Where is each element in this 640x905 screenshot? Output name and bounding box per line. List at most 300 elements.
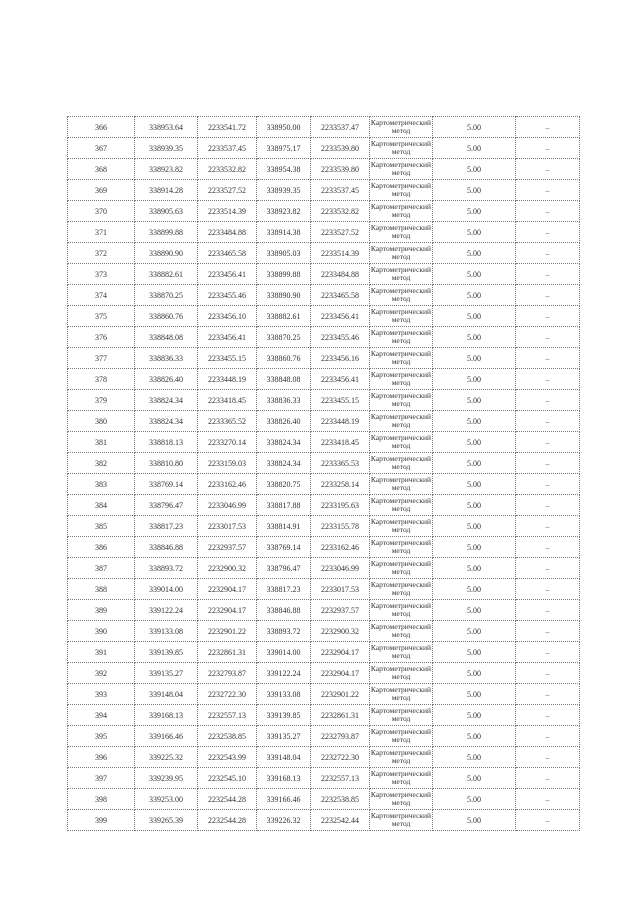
- prev-x-coordinate-cell: 338950.00: [257, 117, 311, 138]
- x-coordinate-cell: 338796.47: [135, 495, 198, 516]
- point-number-cell: 395: [68, 726, 135, 747]
- table-row: [68, 579, 580, 600]
- precision-cell: 5.00: [433, 117, 516, 138]
- point-number-cell: 394: [68, 705, 135, 726]
- prev-y-coordinate-cell: 2233465.58: [311, 285, 370, 306]
- note-cell: –: [516, 180, 580, 201]
- point-number-cell: 392: [68, 663, 135, 684]
- precision-cell: 5.00: [433, 180, 516, 201]
- note-cell: –: [516, 768, 580, 789]
- prev-x-coordinate-cell: 338848.08: [257, 369, 311, 390]
- prev-y-coordinate-cell: 2233365.53: [311, 453, 370, 474]
- y-coordinate-cell: 2232900.32: [198, 558, 257, 579]
- precision-cell: 5.00: [433, 432, 516, 453]
- table-row: [68, 138, 580, 159]
- note-cell: –: [516, 474, 580, 495]
- y-coordinate-cell: 2233159.03: [198, 453, 257, 474]
- prev-y-coordinate-cell: 2232538.85: [311, 789, 370, 810]
- note-cell: –: [516, 600, 580, 621]
- table-row: [68, 642, 580, 663]
- table-row: [68, 159, 580, 180]
- prev-x-coordinate-cell: 338870.25: [257, 327, 311, 348]
- y-coordinate-cell: 2233455.46: [198, 285, 257, 306]
- point-number-cell: 388: [68, 579, 135, 600]
- x-coordinate-cell: 338870.25: [135, 285, 198, 306]
- point-number-cell: 378: [68, 369, 135, 390]
- table-row: [68, 684, 580, 705]
- method-cell: Картометрический метод: [370, 348, 433, 369]
- x-coordinate-cell: 339166.46: [135, 726, 198, 747]
- note-cell: –: [516, 558, 580, 579]
- method-cell: Картометрический метод: [370, 768, 433, 789]
- x-coordinate-cell: 338818.13: [135, 432, 198, 453]
- note-cell: –: [516, 411, 580, 432]
- x-coordinate-cell: 338882.61: [135, 264, 198, 285]
- x-coordinate-cell: 339148.04: [135, 684, 198, 705]
- prev-y-coordinate-cell: 2233514.39: [311, 243, 370, 264]
- prev-y-coordinate-cell: 2233195.63: [311, 495, 370, 516]
- note-cell: –: [516, 810, 580, 831]
- prev-x-coordinate-cell: 338975.17: [257, 138, 311, 159]
- prev-y-coordinate-cell: 2233456.41: [311, 369, 370, 390]
- method-cell: Картометрический метод: [370, 159, 433, 180]
- x-coordinate-cell: 338899.88: [135, 222, 198, 243]
- prev-y-coordinate-cell: 2233456.16: [311, 348, 370, 369]
- prev-y-coordinate-cell: 2233455.46: [311, 327, 370, 348]
- method-cell: Картометрический метод: [370, 558, 433, 579]
- y-coordinate-cell: 2232544.28: [198, 810, 257, 831]
- point-number-cell: 397: [68, 768, 135, 789]
- precision-cell: 5.00: [433, 243, 516, 264]
- prev-y-coordinate-cell: 2232793.87: [311, 726, 370, 747]
- point-number-cell: 367: [68, 138, 135, 159]
- note-cell: –: [516, 117, 580, 138]
- x-coordinate-cell: 338914.28: [135, 180, 198, 201]
- prev-y-coordinate-cell: 2232542.44: [311, 810, 370, 831]
- table-row: [68, 705, 580, 726]
- point-number-cell: 391: [68, 642, 135, 663]
- prev-x-coordinate-cell: 339139.85: [257, 705, 311, 726]
- point-number-cell: 398: [68, 789, 135, 810]
- method-cell: Картометрический метод: [370, 474, 433, 495]
- note-cell: –: [516, 537, 580, 558]
- method-cell: Картометрический метод: [370, 621, 433, 642]
- precision-cell: 5.00: [433, 768, 516, 789]
- y-coordinate-cell: 2233527.52: [198, 180, 257, 201]
- y-coordinate-cell: 2233455.15: [198, 348, 257, 369]
- note-cell: –: [516, 663, 580, 684]
- note-cell: –: [516, 495, 580, 516]
- point-number-cell: 384: [68, 495, 135, 516]
- prev-x-coordinate-cell: 338817.23: [257, 579, 311, 600]
- method-cell: Картометрический метод: [370, 117, 433, 138]
- note-cell: –: [516, 159, 580, 180]
- y-coordinate-cell: 2232543.99: [198, 747, 257, 768]
- method-cell: Картометрический метод: [370, 642, 433, 663]
- precision-cell: 5.00: [433, 558, 516, 579]
- y-coordinate-cell: 2233162.46: [198, 474, 257, 495]
- table-row: [68, 432, 580, 453]
- method-cell: Картометрический метод: [370, 600, 433, 621]
- y-coordinate-cell: 2233532.82: [198, 159, 257, 180]
- note-cell: –: [516, 390, 580, 411]
- note-cell: –: [516, 726, 580, 747]
- note-cell: –: [516, 516, 580, 537]
- prev-x-coordinate-cell: 338846.88: [257, 600, 311, 621]
- note-cell: –: [516, 705, 580, 726]
- table-body: [68, 117, 580, 831]
- prev-x-coordinate-cell: 339226.32: [257, 810, 311, 831]
- precision-cell: 5.00: [433, 327, 516, 348]
- prev-x-coordinate-cell: 338954.38: [257, 159, 311, 180]
- method-cell: Картометрический метод: [370, 285, 433, 306]
- note-cell: –: [516, 621, 580, 642]
- point-number-cell: 370: [68, 201, 135, 222]
- prev-x-coordinate-cell: 339122.24: [257, 663, 311, 684]
- table-row: [68, 306, 580, 327]
- method-cell: Картометрический метод: [370, 264, 433, 285]
- precision-cell: 5.00: [433, 516, 516, 537]
- point-number-cell: 399: [68, 810, 135, 831]
- y-coordinate-cell: 2232545.10: [198, 768, 257, 789]
- x-coordinate-cell: 339239.95: [135, 768, 198, 789]
- precision-cell: 5.00: [433, 474, 516, 495]
- precision-cell: 5.00: [433, 621, 516, 642]
- x-coordinate-cell: 338890.90: [135, 243, 198, 264]
- point-number-cell: 380: [68, 411, 135, 432]
- method-cell: Картометрический метод: [370, 411, 433, 432]
- prev-y-coordinate-cell: 2233484.88: [311, 264, 370, 285]
- method-cell: Картометрический метод: [370, 369, 433, 390]
- point-number-cell: 383: [68, 474, 135, 495]
- x-coordinate-cell: 338824.34: [135, 411, 198, 432]
- table-row: [68, 495, 580, 516]
- precision-cell: 5.00: [433, 642, 516, 663]
- prev-y-coordinate-cell: 2233046.99: [311, 558, 370, 579]
- x-coordinate-cell: 338836.33: [135, 348, 198, 369]
- y-coordinate-cell: 2233514.39: [198, 201, 257, 222]
- method-cell: Картометрический метод: [370, 810, 433, 831]
- table-row: [68, 600, 580, 621]
- precision-cell: 5.00: [433, 285, 516, 306]
- note-cell: –: [516, 264, 580, 285]
- method-cell: Картометрический метод: [370, 684, 433, 705]
- method-cell: Картометрический метод: [370, 663, 433, 684]
- table-row: [68, 201, 580, 222]
- x-coordinate-cell: 338893.72: [135, 558, 198, 579]
- prev-x-coordinate-cell: 338820.75: [257, 474, 311, 495]
- x-coordinate-cell: 338923.82: [135, 159, 198, 180]
- prev-x-coordinate-cell: 338824.34: [257, 432, 311, 453]
- point-number-cell: 387: [68, 558, 135, 579]
- method-cell: Картометрический метод: [370, 579, 433, 600]
- y-coordinate-cell: 2232937.57: [198, 537, 257, 558]
- point-number-cell: 382: [68, 453, 135, 474]
- table-row: [68, 180, 580, 201]
- y-coordinate-cell: 2232904.17: [198, 600, 257, 621]
- point-number-cell: 386: [68, 537, 135, 558]
- prev-y-coordinate-cell: 2233455.15: [311, 390, 370, 411]
- y-coordinate-cell: 2233017.53: [198, 516, 257, 537]
- precision-cell: 5.00: [433, 222, 516, 243]
- point-number-cell: 381: [68, 432, 135, 453]
- method-cell: Картометрический метод: [370, 516, 433, 537]
- y-coordinate-cell: 2233270.14: [198, 432, 257, 453]
- prev-y-coordinate-cell: 2233258.14: [311, 474, 370, 495]
- precision-cell: 5.00: [433, 537, 516, 558]
- table-row: [68, 621, 580, 642]
- note-cell: –: [516, 579, 580, 600]
- point-number-cell: 368: [68, 159, 135, 180]
- note-cell: –: [516, 138, 580, 159]
- point-number-cell: 385: [68, 516, 135, 537]
- table-row: [68, 369, 580, 390]
- y-coordinate-cell: 2232538.85: [198, 726, 257, 747]
- prev-y-coordinate-cell: 2233537.47: [311, 117, 370, 138]
- prev-x-coordinate-cell: 339014.00: [257, 642, 311, 663]
- point-number-cell: 377: [68, 348, 135, 369]
- precision-cell: 5.00: [433, 369, 516, 390]
- prev-y-coordinate-cell: 2232904.17: [311, 642, 370, 663]
- table-row: [68, 663, 580, 684]
- precision-cell: 5.00: [433, 684, 516, 705]
- x-coordinate-cell: 339253.00: [135, 789, 198, 810]
- table-row: [68, 390, 580, 411]
- table-row: [68, 747, 580, 768]
- prev-y-coordinate-cell: 2233155.78: [311, 516, 370, 537]
- x-coordinate-cell: 339139.85: [135, 642, 198, 663]
- precision-cell: 5.00: [433, 789, 516, 810]
- table-row: [68, 243, 580, 264]
- prev-y-coordinate-cell: 2233017.53: [311, 579, 370, 600]
- x-coordinate-cell: 338810.80: [135, 453, 198, 474]
- method-cell: Картометрический метод: [370, 747, 433, 768]
- table-row: [68, 327, 580, 348]
- note-cell: –: [516, 432, 580, 453]
- method-cell: Картометрический метод: [370, 789, 433, 810]
- precision-cell: 5.00: [433, 138, 516, 159]
- note-cell: –: [516, 348, 580, 369]
- prev-x-coordinate-cell: 338893.72: [257, 621, 311, 642]
- point-number-cell: 389: [68, 600, 135, 621]
- table-row: [68, 222, 580, 243]
- prev-x-coordinate-cell: 338814.91: [257, 516, 311, 537]
- table-row: [68, 768, 580, 789]
- point-number-cell: 374: [68, 285, 135, 306]
- x-coordinate-cell: 339168.13: [135, 705, 198, 726]
- table-row: [68, 726, 580, 747]
- prev-y-coordinate-cell: 2233162.46: [311, 537, 370, 558]
- prev-y-coordinate-cell: 2232861.31: [311, 705, 370, 726]
- x-coordinate-cell: 339135.27: [135, 663, 198, 684]
- precision-cell: 5.00: [433, 810, 516, 831]
- prev-y-coordinate-cell: 2232557.13: [311, 768, 370, 789]
- prev-x-coordinate-cell: 338882.61: [257, 306, 311, 327]
- y-coordinate-cell: 2233456.41: [198, 327, 257, 348]
- prev-y-coordinate-cell: 2233532.82: [311, 201, 370, 222]
- precision-cell: 5.00: [433, 453, 516, 474]
- note-cell: –: [516, 222, 580, 243]
- prev-x-coordinate-cell: 339148.04: [257, 747, 311, 768]
- prev-y-coordinate-cell: 2233537.45: [311, 180, 370, 201]
- note-cell: –: [516, 369, 580, 390]
- precision-cell: 5.00: [433, 348, 516, 369]
- precision-cell: 5.00: [433, 201, 516, 222]
- y-coordinate-cell: 2233465.58: [198, 243, 257, 264]
- point-number-cell: 373: [68, 264, 135, 285]
- prev-y-coordinate-cell: 2233448.19: [311, 411, 370, 432]
- table-row: [68, 537, 580, 558]
- method-cell: Картометрический метод: [370, 180, 433, 201]
- prev-x-coordinate-cell: 338890.90: [257, 285, 311, 306]
- note-cell: –: [516, 642, 580, 663]
- note-cell: –: [516, 684, 580, 705]
- table-row: [68, 516, 580, 537]
- method-cell: Картометрический метод: [370, 243, 433, 264]
- prev-x-coordinate-cell: 339135.27: [257, 726, 311, 747]
- prev-y-coordinate-cell: 2232722.30: [311, 747, 370, 768]
- prev-x-coordinate-cell: 338826.40: [257, 411, 311, 432]
- x-coordinate-cell: 338953.64: [135, 117, 198, 138]
- method-cell: Картометрический метод: [370, 306, 433, 327]
- x-coordinate-cell: 338769.14: [135, 474, 198, 495]
- note-cell: –: [516, 789, 580, 810]
- method-cell: Картометрический метод: [370, 726, 433, 747]
- x-coordinate-cell: 338939.35: [135, 138, 198, 159]
- document-page: [67, 116, 579, 831]
- method-cell: Картометрический метод: [370, 705, 433, 726]
- precision-cell: 5.00: [433, 579, 516, 600]
- prev-y-coordinate-cell: 2233539.80: [311, 159, 370, 180]
- prev-x-coordinate-cell: 339166.46: [257, 789, 311, 810]
- y-coordinate-cell: 2233365.52: [198, 411, 257, 432]
- prev-x-coordinate-cell: 338817.88: [257, 495, 311, 516]
- table-row: [68, 264, 580, 285]
- y-coordinate-cell: 2233541.72: [198, 117, 257, 138]
- prev-y-coordinate-cell: 2232937.57: [311, 600, 370, 621]
- table-row: [68, 474, 580, 495]
- x-coordinate-cell: 338905.63: [135, 201, 198, 222]
- prev-x-coordinate-cell: 338914.38: [257, 222, 311, 243]
- prev-y-coordinate-cell: 2233418.45: [311, 432, 370, 453]
- table-row: [68, 810, 580, 831]
- x-coordinate-cell: 338826.40: [135, 369, 198, 390]
- point-number-cell: 379: [68, 390, 135, 411]
- precision-cell: 5.00: [433, 390, 516, 411]
- point-number-cell: 375: [68, 306, 135, 327]
- point-number-cell: 372: [68, 243, 135, 264]
- table-row: [68, 285, 580, 306]
- prev-x-coordinate-cell: 338836.33: [257, 390, 311, 411]
- note-cell: –: [516, 747, 580, 768]
- coordinates-table: [67, 116, 580, 831]
- x-coordinate-cell: 338848.08: [135, 327, 198, 348]
- method-cell: Картометрический метод: [370, 390, 433, 411]
- x-coordinate-cell: 338824.34: [135, 390, 198, 411]
- precision-cell: 5.00: [433, 495, 516, 516]
- x-coordinate-cell: 338846.88: [135, 537, 198, 558]
- y-coordinate-cell: 2233046.99: [198, 495, 257, 516]
- method-cell: Картометрический метод: [370, 201, 433, 222]
- prev-x-coordinate-cell: 338923.82: [257, 201, 311, 222]
- x-coordinate-cell: 338860.76: [135, 306, 198, 327]
- y-coordinate-cell: 2233456.10: [198, 306, 257, 327]
- prev-y-coordinate-cell: 2232901.22: [311, 684, 370, 705]
- y-coordinate-cell: 2232901.22: [198, 621, 257, 642]
- method-cell: Картометрический метод: [370, 432, 433, 453]
- prev-x-coordinate-cell: 338824.34: [257, 453, 311, 474]
- y-coordinate-cell: 2232861.31: [198, 642, 257, 663]
- method-cell: Картометрический метод: [370, 537, 433, 558]
- x-coordinate-cell: 338817.23: [135, 516, 198, 537]
- precision-cell: 5.00: [433, 306, 516, 327]
- prev-x-coordinate-cell: 338939.35: [257, 180, 311, 201]
- y-coordinate-cell: 2233484.88: [198, 222, 257, 243]
- table-row: [68, 453, 580, 474]
- prev-y-coordinate-cell: 2232904.17: [311, 663, 370, 684]
- method-cell: Картометрический метод: [370, 222, 433, 243]
- x-coordinate-cell: 339014.00: [135, 579, 198, 600]
- table-row: [68, 789, 580, 810]
- point-number-cell: 369: [68, 180, 135, 201]
- note-cell: –: [516, 306, 580, 327]
- y-coordinate-cell: 2233418.45: [198, 390, 257, 411]
- note-cell: –: [516, 453, 580, 474]
- note-cell: –: [516, 243, 580, 264]
- prev-x-coordinate-cell: 338860.76: [257, 348, 311, 369]
- y-coordinate-cell: 2233537.45: [198, 138, 257, 159]
- x-coordinate-cell: 339265.39: [135, 810, 198, 831]
- prev-y-coordinate-cell: 2232900.32: [311, 621, 370, 642]
- prev-y-coordinate-cell: 2233527.52: [311, 222, 370, 243]
- prev-x-coordinate-cell: 338899.88: [257, 264, 311, 285]
- method-cell: Картометрический метод: [370, 327, 433, 348]
- prev-x-coordinate-cell: 339133.08: [257, 684, 311, 705]
- prev-x-coordinate-cell: 338769.14: [257, 537, 311, 558]
- precision-cell: 5.00: [433, 159, 516, 180]
- method-cell: Картометрический метод: [370, 453, 433, 474]
- prev-y-coordinate-cell: 2233539.80: [311, 138, 370, 159]
- note-cell: –: [516, 327, 580, 348]
- y-coordinate-cell: 2232544.28: [198, 789, 257, 810]
- y-coordinate-cell: 2232557.13: [198, 705, 257, 726]
- point-number-cell: 390: [68, 621, 135, 642]
- point-number-cell: 393: [68, 684, 135, 705]
- y-coordinate-cell: 2232722.30: [198, 684, 257, 705]
- table-row: [68, 348, 580, 369]
- method-cell: Картометрический метод: [370, 138, 433, 159]
- y-coordinate-cell: 2233448.19: [198, 369, 257, 390]
- point-number-cell: 366: [68, 117, 135, 138]
- prev-x-coordinate-cell: 339168.13: [257, 768, 311, 789]
- y-coordinate-cell: 2233456.41: [198, 264, 257, 285]
- precision-cell: 5.00: [433, 264, 516, 285]
- table-row: [68, 411, 580, 432]
- precision-cell: 5.00: [433, 747, 516, 768]
- x-coordinate-cell: 339122.24: [135, 600, 198, 621]
- precision-cell: 5.00: [433, 726, 516, 747]
- point-number-cell: 396: [68, 747, 135, 768]
- precision-cell: 5.00: [433, 663, 516, 684]
- table-row: [68, 558, 580, 579]
- note-cell: –: [516, 285, 580, 306]
- precision-cell: 5.00: [433, 705, 516, 726]
- point-number-cell: 371: [68, 222, 135, 243]
- table-row: [68, 117, 580, 138]
- y-coordinate-cell: 2232793.87: [198, 663, 257, 684]
- y-coordinate-cell: 2232904.17: [198, 579, 257, 600]
- prev-x-coordinate-cell: 338796.47: [257, 558, 311, 579]
